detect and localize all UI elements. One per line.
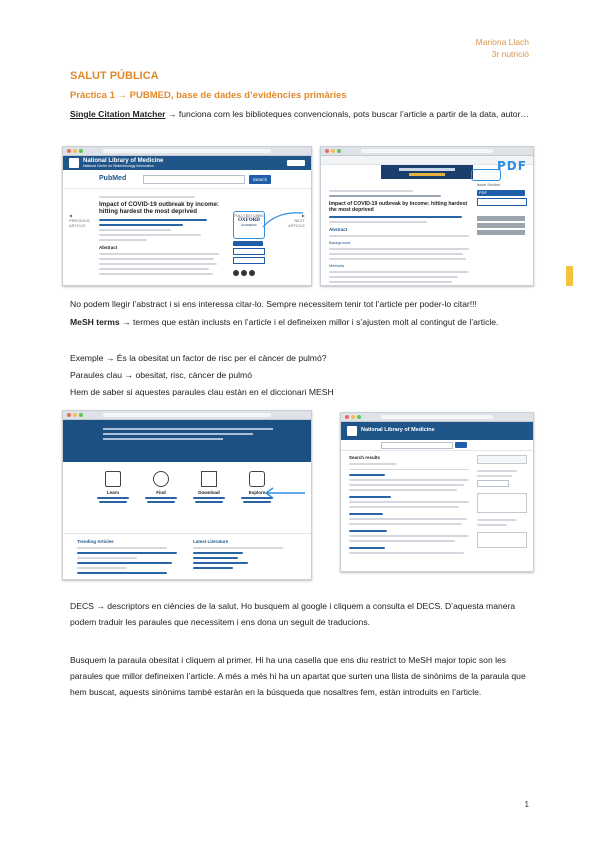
ncbi-hero [63,420,311,462]
page-title: SALUT PÚBLICA [70,70,159,82]
paragraph-text: → termes que estàn inclusts en l’article i el defineixen millor i s’ajusten molt al contingut de l’article. [119,317,499,327]
oxford-banner [381,165,473,179]
screenshot-mesh-results [340,412,534,572]
link-share-icon[interactable] [249,270,255,276]
find-label[interactable]: Find [156,490,166,495]
split-view-button[interactable] [477,198,527,206]
oxford-article-title: Impact of COVID-19 outbreak by income: hitting hardest the most deprived [329,201,468,213]
paragraph-obesitat: Busquem la paraula obesitat i cliquem al primer. Hi ha una casella que ens diu restrict to MeSH major topic son les paraules que millor defineixen l’article. A més a més hi ha un apartat que surten una llista de sinònims de la paraula que hem buscat, aquests sinònims també estaràn en la búsqueda que nosaltres fem, estàn introduits en l’article. [70,655,526,697]
paragraph-abstract-note: No podem llegir l’abstract i si ens interessa citar-lo. Sempre necessitem tenir tot l’article per poder-lo citar!!! [70,299,477,309]
browser-chrome [63,411,311,420]
add-to-search-button[interactable] [477,480,509,487]
browser-chrome [341,413,533,422]
nlm-banner-2 [341,422,533,440]
pubmed-search-builder[interactable] [477,455,527,464]
paragraph-mesh-dict: Hem de saber si aquestes paraules clau estàn en el diccionari MESH [70,387,334,397]
cite-button[interactable] [233,248,265,255]
results-heading: Search results [349,455,381,460]
login-button[interactable] [287,160,305,166]
course-label: 3r nutrició [491,49,529,59]
facebook-share-icon[interactable] [241,270,247,276]
learn-label[interactable]: Learn [106,490,120,495]
mesh-search-button[interactable] [455,442,467,448]
term-single-citation: Single Citation Matcher [70,109,166,119]
screenshot-pubmed-article [62,146,312,286]
screenshot-ncbi-home: Learn Find Download Explore Trending Articles Latest Literature [62,410,312,580]
recent-activity-box [477,532,527,548]
practice-subtitle: Pràctica 1 → PUBMED, base de dades d’evidències primàries [70,90,347,101]
author-name: Mariona Llach [475,37,529,47]
nlm-banner [63,156,311,170]
search-input[interactable] [143,175,245,184]
actions-button[interactable] [233,241,263,246]
pdf-annotation-circle [471,169,501,181]
pubmed-logo: PubMed [99,175,127,182]
find-icon [153,471,169,487]
paragraph-keywords: Paraules clau → obesitat, risc, càncer de pulmó [70,370,252,380]
related-link-2[interactable] [477,223,525,228]
abstract-heading-2: Abstract [329,227,348,232]
nlm-logo-icon [347,426,357,436]
nlm-title: National Library of Medicine [83,158,164,164]
nlm-title-2: National Library of Medicine [361,427,435,433]
explore-label[interactable]: Explore [248,490,266,495]
term-mesh: MeSH terms [70,317,120,327]
download-icon [201,471,217,487]
mesh-search-input[interactable] [381,442,453,449]
paragraph-single-citation [70,106,532,122]
pdf-note: PDF [497,159,527,173]
annotation-arrow-icon [259,207,307,231]
related-link[interactable] [477,216,525,221]
nlm-subtitle: National Center for Biotechnology Information [83,164,154,168]
annotation-arrow-icon [261,483,307,503]
learn-icon [105,471,121,487]
paragraph-example: Exemple → És la obesitat un factor de risc per el càncer de pulmó? [70,353,327,363]
article-title[interactable]: Impact of COVID-19 outbreak by income: hitting hardest the most deprived [99,201,219,215]
paragraph-decs: DECS → descriptors en ciències de la salut. Ho busquem al google i cliquem a consulta el DECS. D’aquesta manera podem traduir les paraules que necessitem i ens dona un seguit de traducions. [70,601,516,627]
related-link-3[interactable] [477,230,525,235]
twitter-share-icon[interactable] [233,270,239,276]
bookmark-tab [566,266,573,286]
pdf-button[interactable]: PDF [477,190,525,196]
download-label[interactable]: Download [198,490,220,495]
next-article-link[interactable]: ▶ NEXT ARTICLE [288,213,305,228]
abstract-heading: Abstract [99,245,118,250]
page-number: 1 [524,800,529,809]
oxford-label: OXFORD [238,218,260,223]
full-text-links-box[interactable]: FULL TEXT LINKS OXFORD ACADEMIC [233,211,265,239]
prev-article-link[interactable]: ◀ PREVIOUS ARTICLE [69,213,90,228]
nlm-logo-icon [69,158,79,168]
paragraph-mesh [70,314,532,330]
paragraph-text: → funciona com les biblioteques convencionals, pots buscar l’article a partir de la data, autor… [165,109,530,119]
search-button[interactable]: Search [249,175,271,184]
search-details-box [477,493,527,513]
screenshot-oxford-article: Impact of COVID-19 outbreak by income: hitting hardest the most deprived Abstract Background Methods Issue Section: PDF PDF [320,146,534,286]
browser-chrome [321,147,533,156]
browser-chrome [63,147,311,156]
